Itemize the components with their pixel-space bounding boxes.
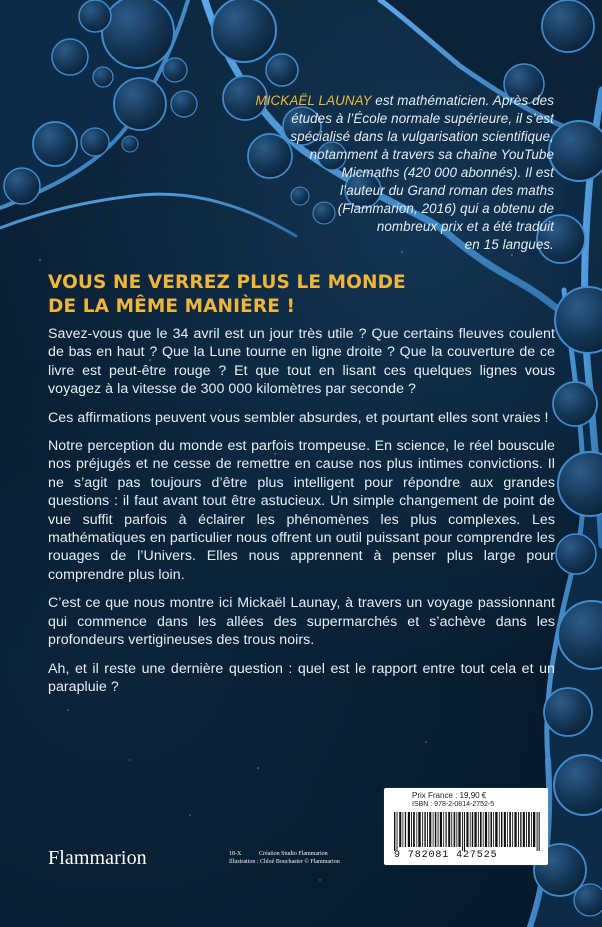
bio-line-4: notamment à travers sa chaîne YouTube: [309, 147, 554, 162]
paragraph-4: C’est ce que nous montre ici Mickaël Launay, à travers un voyage passionnant qui commence dans les allées des supermarchés et s’achève dans les profondeurs vertigineuses des trous noirs.: [48, 595, 555, 649]
barcode-graphic: [394, 812, 540, 851]
isbn-label: ISBN : 978-2-0814-2752-5: [412, 801, 495, 808]
bio-line-8: nombreux prix et a été traduit: [376, 219, 554, 234]
bio-line-1: est mathématicien. Après des: [371, 93, 554, 108]
bio-line-5: Micmaths (420 000 abonnés). Il est: [341, 165, 554, 180]
credits-block: [229, 850, 340, 866]
bio-line-2: études à l’École normale supérieure, il s’est: [291, 111, 554, 126]
headline-line-1: VOUS NE VERREZ PLUS LE MONDE: [48, 272, 406, 293]
headline-line-2: DE LA MÊME MANIÈRE !: [48, 296, 296, 317]
bio-line-6: l’auteur du Grand roman des maths: [340, 183, 554, 198]
publisher-logo: Flammarion: [48, 847, 147, 869]
credits-line-1: [229, 850, 340, 858]
bio-line-7: (Flammarion, 2016) qui a obtenu de: [337, 201, 554, 216]
paragraph-1: Savez-vous que le 34 avril est un jour très utile ? Que certains fleuves coulent de bas en haut ? Que la Lune tourne en ligne droite ? Que la couverture de ce livre est peut-être rouge ? Et que tout en lisant ces quelques lignes vous voyagez à la vitesse de 300 000 kilomètres par seconde ?: [48, 326, 555, 398]
headline: [48, 271, 468, 319]
paragraph-3: Notre perception du monde est parfois trompeuse. En science, le réel bouscule nos préjugés et ne cesse de remettre en cause nos plus intimes convictions. Il ne s’agit pas toujours d’être plus intelligent pour répondre aux grandes questions : il faut avant tout être astucieux. Un simple changement de point de vue suffit parfois à éclairer les phénomènes les plus complexes. Les mathématiques en particulier nous offrent un outil puissant pour comprendre les rouages de l’Univers. Elles nous apprennent à penser plus large pour comprendre plus loin.: [48, 438, 555, 583]
bio-line-3: spécialisé dans la vulgarisation scientifique,: [290, 129, 554, 144]
credits-line-2: Illustration : Chloé Bouchaster © Flammarion: [229, 859, 340, 865]
paragraph-5: Ah, et il reste une dernière question : quel est le rapport entre tout cela et un parapluie ?: [48, 660, 555, 695]
bio-line-9: en 15 langues.: [464, 237, 554, 252]
price-label: Prix France : 19,90 €: [412, 791, 487, 800]
back-cover-body: [48, 325, 555, 706]
author-bio: [228, 92, 554, 254]
price-barcode-label: [384, 788, 548, 865]
credits-text-1: Création Studio Flammarion: [259, 851, 328, 857]
barcode-digits: 9 782081 427525: [394, 850, 498, 861]
author-name: MICKAËL LAUNAY: [255, 93, 372, 108]
paragraph-2: Ces affirmations peuvent vous sembler absurdes, et pourtant elles sont vraies !: [48, 409, 549, 426]
credits-code: 18-X: [229, 851, 242, 857]
